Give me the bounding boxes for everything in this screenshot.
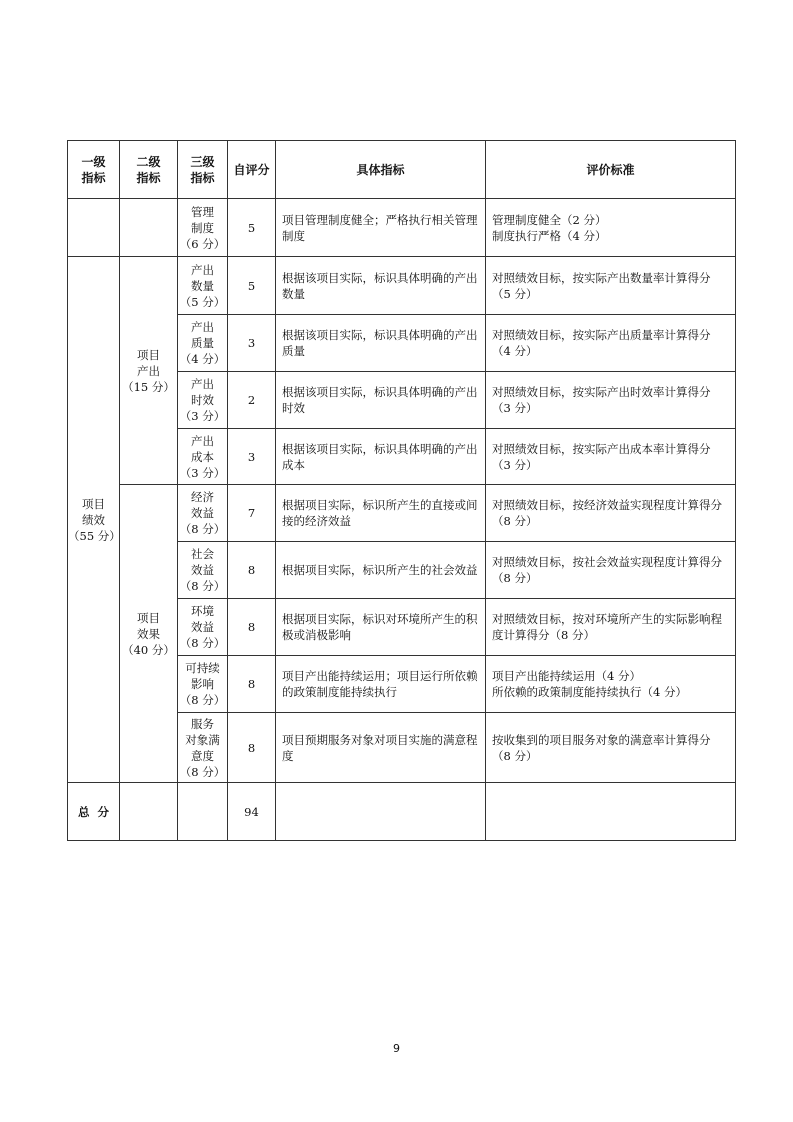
level3-cell: 管理 制度 （6 分） [178,199,228,257]
score-cell: 5 [228,257,276,315]
level2-output: 项目 产出 （15 分） [120,257,178,485]
header-indicator: 具体指标 [276,141,486,199]
level2-effect: 项目 效果 （40 分） [120,485,178,783]
total-row [68,783,736,841]
total-label: 总 分 [68,783,120,841]
standard-cell: 对照绩效目标，按对环境所产生的实际影响程度计算得分（8 分） [486,599,736,656]
standard-cell: 项目产出能持续运用（4 分） 所依赖的政策制度能持续执行（4 分） [486,656,736,713]
score-cell: 8 [228,713,276,783]
empty-cell [178,783,228,841]
empty-cell [120,199,178,257]
indicator-cell: 根据项目实际，标识所产生的直接或间接的经济效益 [276,485,486,542]
indicator-cell: 根据该项目实际，标识具体明确的产出质量 [276,315,486,372]
empty-cell [486,783,736,841]
standard-cell: 对照绩效目标，按实际产出成本率计算得分（3 分） [486,429,736,485]
level1-performance: 项目 绩效 （55 分） [68,257,120,783]
level3-cell: 产出 时效 （3 分） [178,372,228,429]
level3-cell: 产出 成本 （3 分） [178,429,228,485]
empty-cell [276,783,486,841]
indicator-cell: 根据该项目实际，标识具体明确的产出时效 [276,372,486,429]
score-cell: 3 [228,315,276,372]
table-row [68,199,736,257]
header-level1: 一级 指标 [68,141,120,199]
level3-cell: 可持续 影响 （8 分） [178,656,228,713]
indicator-cell: 根据该项目实际，标识具体明确的产出成本 [276,429,486,485]
level3-cell: 经济 效益 （8 分） [178,485,228,542]
indicator-cell: 项目产出能持续运用；项目运行所依赖的政策制度能持续执行 [276,656,486,713]
score-cell: 8 [228,656,276,713]
indicator-cell: 项目预期服务对象对项目实施的满意程度 [276,713,486,783]
indicator-cell: 根据项目实际，标识所产生的社会效益 [276,542,486,599]
table-row [68,485,736,542]
total-score: 94 [228,783,276,841]
standard-cell: 对照绩效目标，按实际产出质量率计算得分（4 分） [486,315,736,372]
header-level3: 三级 指标 [178,141,228,199]
table-row [68,257,736,315]
standard-cell: 对照绩效目标，按实际产出时效率计算得分（3 分） [486,372,736,429]
empty-cell [68,199,120,257]
header-self-score: 自评分 [228,141,276,199]
score-cell: 2 [228,372,276,429]
standard-cell: 管理制度健全（2 分） 制度执行严格（4 分） [486,199,736,257]
standard-cell: 对照绩效目标，按社会效益实现程度计算得分（8 分） [486,542,736,599]
indicator-cell: 根据该项目实际，标识具体明确的产出数量 [276,257,486,315]
level3-cell: 社会 效益 （8 分） [178,542,228,599]
level3-cell: 产出 质量 （4 分） [178,315,228,372]
page-number: 9 [393,1042,400,1055]
indicator-cell: 项目管理制度健全；严格执行相关管理制度 [276,199,486,257]
score-cell: 8 [228,599,276,656]
header-level2: 二级 指标 [120,141,178,199]
indicator-cell: 根据项目实际，标识对环境所产生的积极或消极影响 [276,599,486,656]
header-row [68,141,736,199]
standard-cell: 对照绩效目标，按经济效益实现程度计算得分（8 分） [486,485,736,542]
level3-cell: 服务 对象满 意度 （8 分） [178,713,228,783]
standard-cell: 按收集到的项目服务对象的满意率计算得分（8 分） [486,713,736,783]
score-cell: 3 [228,429,276,485]
score-cell: 5 [228,199,276,257]
header-standard: 评价标准 [486,141,736,199]
score-cell: 8 [228,542,276,599]
score-cell: 7 [228,485,276,542]
level3-cell: 环境 效益 （8 分） [178,599,228,656]
empty-cell [120,783,178,841]
standard-cell: 对照绩效目标，按实际产出数量率计算得分（5 分） [486,257,736,315]
level3-cell: 产出 数量 （5 分） [178,257,228,315]
evaluation-table [67,140,736,841]
